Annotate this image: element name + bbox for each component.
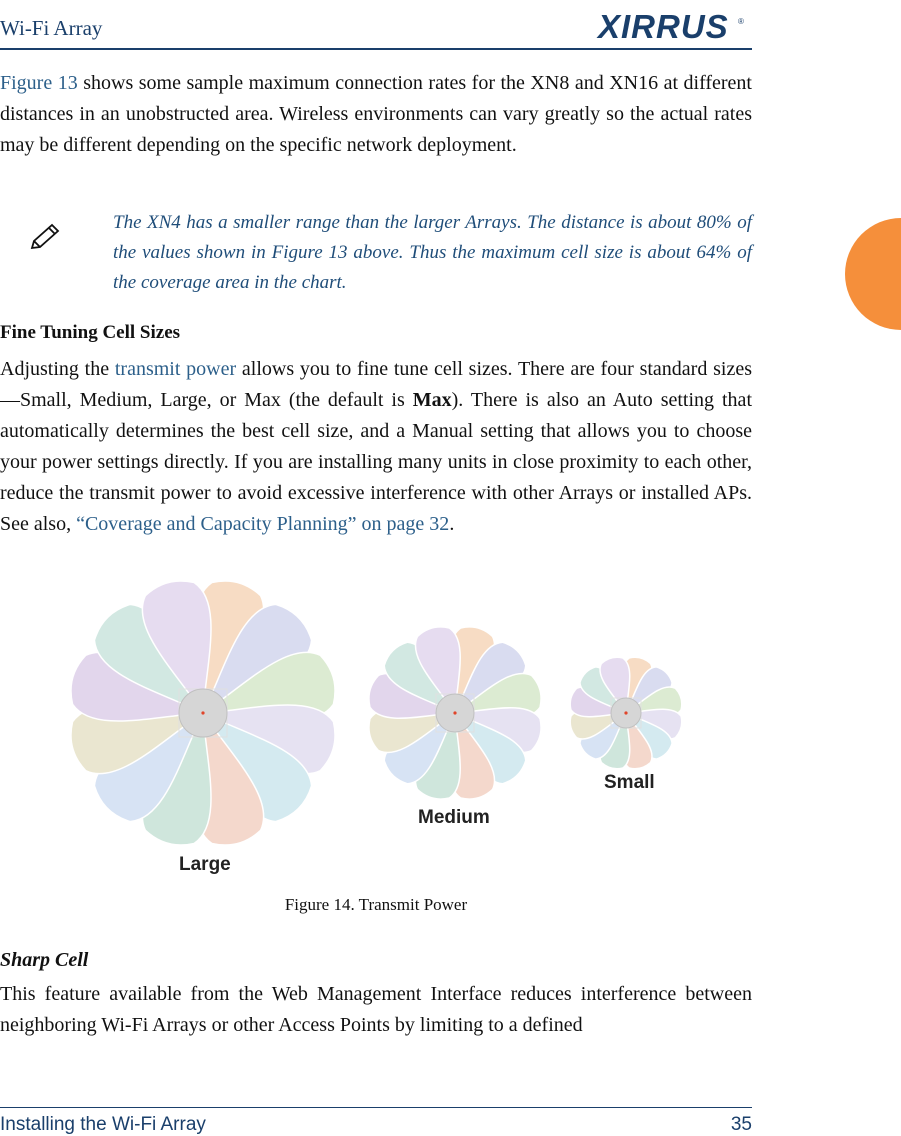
figure-caption: Figure 14. Transmit Power xyxy=(284,895,468,914)
header-title: Wi-Fi Array xyxy=(0,16,103,40)
footer-rule xyxy=(0,1107,752,1108)
sharp-cell-heading: Sharp Cell xyxy=(0,949,89,971)
large-coverage-cell xyxy=(64,574,342,852)
medium-label: Medium xyxy=(418,807,490,828)
medium-center-dot xyxy=(453,711,456,714)
intro-paragraph: Figure 13 shows some sample maximum connection rates for the XN8 and XN16 at different distances in an unobstructed area. Wireless environments can vary greatly so the actual rates may be different depending on the specific network deployment. xyxy=(0,72,752,156)
transmit-power-link[interactable]: transmit power xyxy=(114,358,237,380)
footer-section: Installing the Wi-Fi Array xyxy=(0,1114,206,1135)
sharp-cell-paragraph: This feature available from the Web Management Interface reduces interference between neighboring Wi-Fi Arrays or other Access Points by limiting to a defined xyxy=(0,983,752,1036)
large-label: Large xyxy=(179,854,231,875)
note-text: The XN4 has a smaller range than the larger Arrays. The distance is about 80% of the values shown in Figure 13 above. Thus the maximum cell size is about 64% of the coverage area in the chart. xyxy=(113,212,752,293)
fine-tuning-paragraph: Adjusting the transmit power allows you to fine tune cell sizes. There are four standard sizes—Small, Medium, Large, or Max (the default is Max). There is also an Auto setting that automatically determines the best cell size, and a Manual setting that allows you to choose your power settings directly. If you are installing many units in close proximity to each other, reduce the transmit power to avoid excessive interference with other Arrays or installed APs. See also, “Coverage and Capacity Planning” on page 32. xyxy=(0,358,752,535)
transmit-power-figure xyxy=(60,570,700,860)
xirrus-logo xyxy=(596,7,746,43)
pencil-icon xyxy=(28,222,62,252)
section-tab xyxy=(845,218,901,330)
small-coverage-cell xyxy=(567,654,685,772)
page-number: 35 xyxy=(730,1114,752,1135)
header-rule xyxy=(0,48,752,50)
small-label: Small xyxy=(604,772,655,793)
medium-coverage-cell xyxy=(364,622,545,803)
fine-tuning-heading: Fine Tuning Cell Sizes xyxy=(0,322,181,343)
figure-13-link[interactable]: Figure 13 xyxy=(0,72,78,94)
logo-text: XIRRUS xyxy=(598,8,729,43)
coverage-planning-link[interactable]: “Coverage and Capacity Planning” on page 32 xyxy=(76,513,450,535)
svg-text:®: ® xyxy=(738,17,744,26)
large-center-dot xyxy=(201,711,204,714)
small-center-dot xyxy=(624,711,627,714)
